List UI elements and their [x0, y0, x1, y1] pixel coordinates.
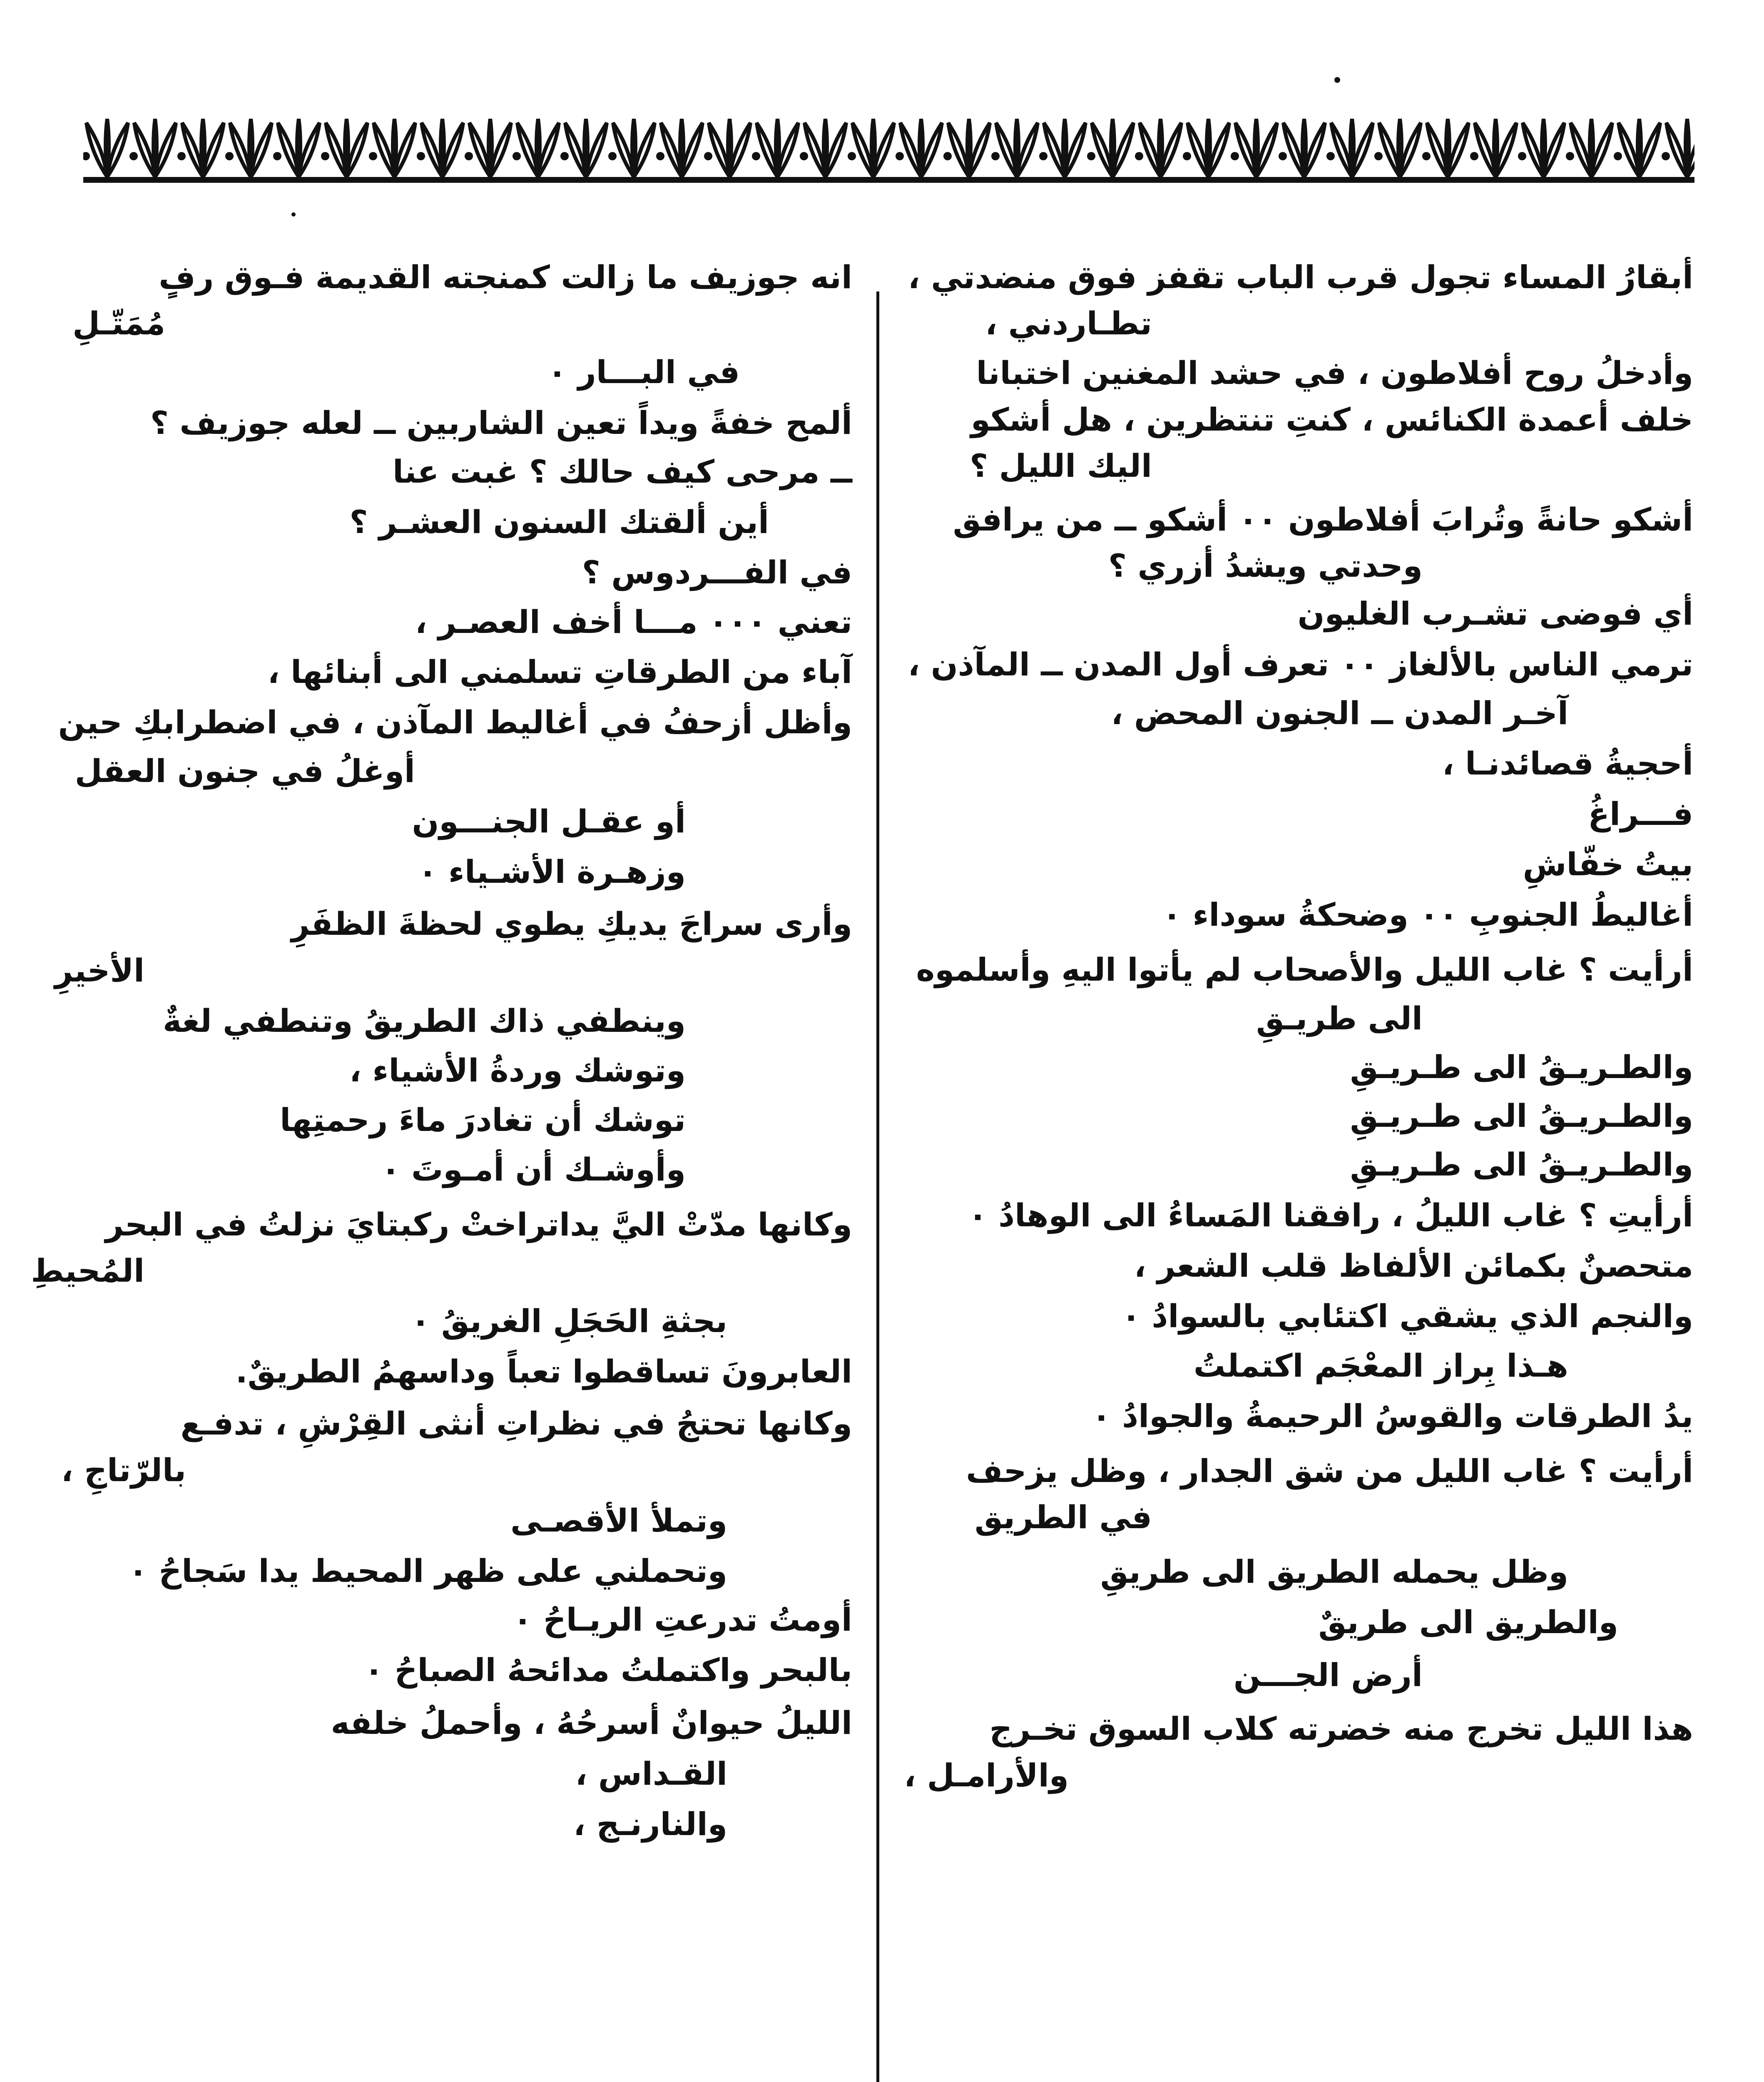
poem-line: وزهـرة الأشـياء ٠ [418, 853, 686, 891]
poem-line: أي فوضى تشـرب الغليون [1297, 595, 1693, 633]
ornament-baseline [83, 177, 1694, 183]
ornament-motif [608, 119, 655, 177]
poem-line: خلف أعمدة الكنائس ، كنتِ تنتظرين ، هل أشكو [970, 401, 1693, 438]
poem-line: وكانها تحتجُ في نظراتِ أنثى القِرْشِ ، تدفـع [180, 1405, 852, 1442]
poem-line: وظل يحمله الطريق الى طريقِ [1100, 1553, 1568, 1590]
poem-line: انه جوزيف ما زالت كمنجته القديمة فـوق رفٍ [159, 259, 852, 296]
poem-line: تعني ٠٠٠ مـــا أخف العصـر ، [415, 603, 852, 641]
poem-line: هـذا بِراز المعْجَم اكتملتُ [1193, 1347, 1568, 1385]
ornament-motif [1087, 119, 1134, 177]
ornament-motif [129, 119, 176, 177]
poem-line: تطـاردني ، [985, 305, 1152, 342]
poem-line: آباء من الطرقاتِ تسلمني الى أبنائها ، [267, 653, 852, 690]
ornament-motif [321, 119, 368, 177]
ornament-motif [1566, 119, 1612, 177]
poem-line: وتملأ الأقصـى [510, 1502, 727, 1539]
poem-line: اليك الليل ؟ [970, 447, 1152, 484]
ornament-motif [1183, 119, 1229, 177]
poem-line: أغاليطُ الجنوبِ ٠٠ وضحكةُ سوداء ٠ [1162, 896, 1693, 934]
ornament-motif [943, 119, 990, 177]
poem-line: آخـر المدن ــ الجنون المحض ، [1111, 694, 1568, 732]
ornament-motif [369, 119, 415, 177]
poem-line: بجثةِ الحَجَلِ الغريقُ ٠ [411, 1302, 727, 1340]
poem-line: في الفـــردوس ؟ [582, 554, 852, 591]
ornament-motif [1470, 119, 1517, 177]
ornament-motif [656, 119, 703, 177]
poem-line: أحجيةُ قصائدنـا ، [1442, 745, 1693, 782]
ornament-motif [1374, 119, 1421, 177]
poem-line: توشك أن تغادرَ ماءَ رحمتِها [280, 1101, 686, 1139]
ornament-motif [1518, 119, 1565, 177]
poem-line: في البـــار ٠ [547, 354, 740, 391]
poem-line: وأظل أزحفُ في أغاليط المآذن ، في اضطرابكِ حين [58, 703, 852, 741]
poem-line: أومتُ تدرعتِ الريـاحُ ٠ [513, 1601, 852, 1639]
left-column [31, 258, 852, 1843]
poem-line: هذا الليل تخرج منه خضرته كلاب السوق تخـرج [989, 1710, 1693, 1748]
poem-line: والنجم الذي يشقي اكتئابي بالسوادُ ٠ [1121, 1297, 1693, 1335]
poem-line: متحصنٌ بكمائن الألفاظ قلب الشعر ، [1134, 1247, 1693, 1284]
ornament-motif [1614, 119, 1660, 177]
poem-line: يدُ الطرقات والقوسُ الرحيمةُ والجوادُ ٠ [1092, 1397, 1693, 1435]
poem-line: بالبحر واكتملتُ مدائحهُ الصباحُ ٠ [364, 1651, 852, 1689]
poem-line: الأخيرِ [55, 951, 144, 989]
ornament-motif [1231, 119, 1277, 177]
poem-line: والطـريـقُ الى طـريـقِ [1350, 1048, 1693, 1086]
ornament-motif [991, 119, 1038, 177]
poem-line: أو عقـل الجنـــون [412, 803, 686, 840]
poem-line: أرض الجـــن [1233, 1656, 1423, 1694]
poem-line: والطريق الى طريقٌ [1318, 1604, 1618, 1641]
poem-line: وتوشك وردةُ الأشياء ، [349, 1052, 686, 1089]
ornament-motif [177, 119, 224, 177]
poem-line: بيتُ خفّاشِ [1523, 846, 1693, 883]
poem-line: في الطريق [974, 1498, 1152, 1536]
poem-line: أين ألقتك السنون العشـر ؟ [349, 503, 769, 540]
ornament-motif [273, 119, 320, 177]
ornament-motif [225, 119, 272, 177]
poem-line: والأرامـل ، [904, 1756, 1069, 1794]
poem-line: والنارنـج ، [573, 1805, 727, 1843]
poem-line: وأدخلُ روح أفلاطون ، في حشد المغنين اختبانا [976, 354, 1693, 392]
poem-line: أرأيت ؟ غاب الليل من شق الجدار ، وظل يزحف [966, 1452, 1693, 1489]
poem-line: أبقارُ المساء تجول قرب الباب تقفز فوق منضدتي ، [908, 259, 1693, 296]
poem-line: الى طريـقِ [1256, 999, 1423, 1037]
ornament-motif [1422, 119, 1469, 177]
poem-line: فـــراغُ [1588, 795, 1693, 833]
ornament-motif [704, 119, 751, 177]
poem-line: العابرونَ تساقطوا تعباً وداسهمُ الطريقٌ. [235, 1353, 852, 1390]
poem-line: القـداس ، [575, 1755, 727, 1792]
ornament-motif [848, 119, 894, 177]
ornament-motif [1039, 119, 1086, 177]
ornament-motif [1279, 119, 1325, 177]
poem-line: أشكو حانةً وتُرابَ أفلاطون ٠٠ أشكو ــ من يرافق [953, 501, 1693, 538]
ornament-motif [1326, 119, 1373, 177]
poem-line: الليلُ حيوانٌ أسرحُهُ ، وأحملُ خلفه [331, 1704, 852, 1742]
poem-line: ترمي الناس بالألغاز ٠٠ تعرف أول المدن ــ المآذن ، [908, 645, 1693, 683]
ornament-motif [1662, 119, 1694, 177]
ornamental-border [83, 119, 1694, 185]
ornament-motif [896, 119, 942, 177]
ornament-motif [417, 119, 463, 177]
speck-mark [291, 212, 296, 217]
ornament-motif [752, 119, 799, 177]
ornament-motif [800, 119, 846, 177]
poem-line: أرأيت ؟ غاب الليل والأصحاب لم يأتوا اليهِ وأسلموه [916, 951, 1693, 988]
poem-line: ألمح خفةً ويداً تعين الشاربين ــ لعله جوزيف ؟ [150, 404, 852, 441]
poem-line: والطـريـقُ الى طـريـقِ [1350, 1097, 1693, 1135]
poem-line: ــ مرحى كيف حالك ؟ غبت عنا [392, 453, 852, 490]
poem-line: وأوشـك أن أمـوتَ ٠ [381, 1151, 686, 1188]
ornament-motif [513, 119, 559, 177]
poem-line: والطـريـقُ الى طـريـقِ [1350, 1146, 1693, 1183]
ornament-motif [83, 119, 128, 177]
ornament-motif [465, 119, 511, 177]
poem-line: مُمَتّـلِ [72, 305, 165, 342]
poem-line: وتحملني على ظهر المحيط يدا سَجاحُ ٠ [128, 1552, 727, 1589]
poem-line: المُحيطِ [31, 1252, 144, 1289]
poem-line: وكانها مدّتْ اليَّ يداتراختْ ركبتايَ نزلتُ في البحر [105, 1205, 852, 1243]
poem-line: بالرّتاجِ ، [61, 1451, 186, 1489]
poem-line: وأرى سراجَ يديكِ يطوي لحظةَ الظفَرِ [291, 905, 852, 943]
right-column [904, 258, 1693, 1794]
column-divider [876, 291, 879, 2082]
poem-line: وينطفي ذاك الطريقُ وتنطفي لغةٌ [163, 1002, 686, 1039]
poem-line: وحدتي ويشدُ أزري ؟ [1108, 547, 1423, 585]
poem-line: أرأيتِ ؟ غاب الليلُ ، رافقنا المَساءُ الى الوهادُ ٠ [968, 1196, 1693, 1234]
ornament-motif [1135, 119, 1182, 177]
speck-mark [1334, 77, 1340, 83]
poem-line: أوغلُ في جنون العقل [75, 752, 415, 789]
ornament-motif [560, 119, 607, 177]
